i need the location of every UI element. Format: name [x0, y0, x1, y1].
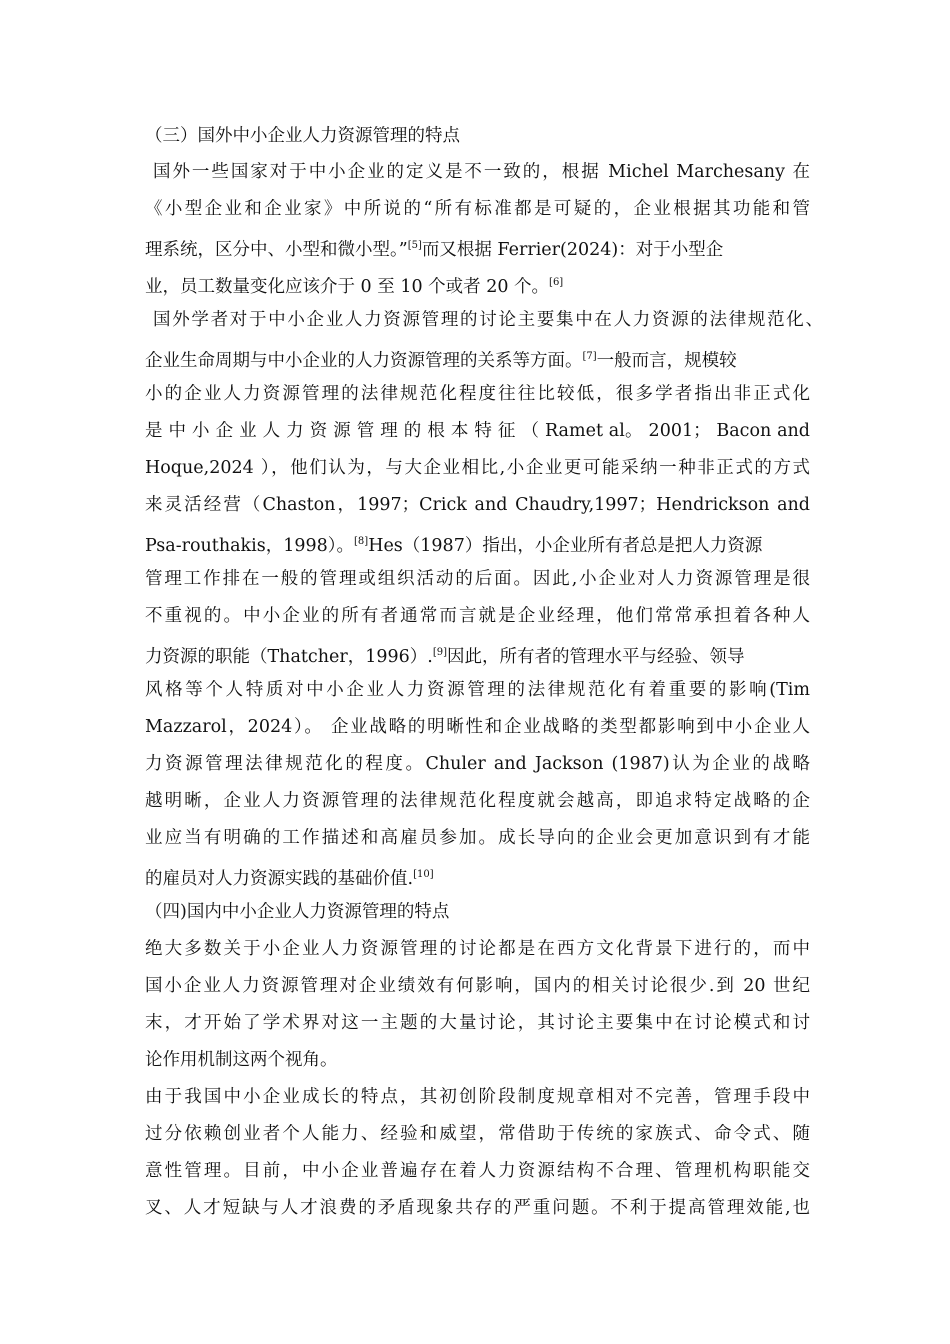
paragraph-line: 不重视的。中小企业的所有者通常而言就是企业经理，他们常常承担着各种人 — [145, 606, 810, 626]
text-run: 企业生命周期与中小企业的人力资源管理的关系等方面。 — [145, 351, 583, 371]
paragraph-line — [145, 346, 810, 372]
paragraph-line — [145, 272, 810, 298]
paragraph-line: 绝大多数关于小企业人力资源管理的讨论都是在西方文化背景下进行的，而中 — [145, 939, 810, 959]
paragraph-line: 小的企业人力资源管理的法律规范化程度往往比较低，很多学者指出非正式化 — [145, 384, 810, 404]
text-run: 力资源的职能（Thatcher，1996）. — [145, 647, 433, 667]
citation-marker: [6] — [549, 277, 564, 288]
text-run: 因此，所有者的管理水平与经验、领导 — [446, 647, 745, 667]
paragraph-line: 国小企业人力资源管理对企业绩效有何影响，国内的相关讨论很少.到 20 世纪 — [145, 976, 810, 996]
paragraph-line: 国外一些国家对于中小企业的定义是不一致的，根据 Michel Marchesany 在 — [153, 162, 810, 182]
paragraph-line: Hoque,2024 ），他们认为，与大企业相比,小企业更可能采纳一种非正式的方式 — [145, 458, 810, 478]
paragraph-line: 来灵活经营（Chaston，1997；Crick and Chaudry,1997；Hendrickson and — [145, 495, 810, 515]
paragraph-line: 《小型企业和企业家》中所说的“所有标准都是可疑的，企业根据其功能和管 — [145, 199, 810, 219]
paragraph-line: 过分依赖创业者个人能力、经验和威望，常借助于传统的家族式、命令式、随 — [145, 1124, 810, 1144]
paragraph-line: Mazzarol，2024）。 企业战略的明晰性和企业战略的类型都影响到中小企业人 — [145, 717, 810, 737]
citation-marker: [7] — [582, 351, 597, 362]
text-run: 而又根据 Ferrier(2024)：对于小型企 — [421, 240, 724, 260]
citation-marker: [9] — [432, 647, 447, 658]
citation-marker: [8] — [354, 536, 369, 547]
paragraph-line: 业应当有明确的工作描述和高雇员参加。成长导向的企业会更加意识到有才能 — [145, 828, 810, 848]
paragraph-line: 由于我国中小企业成长的特点，其初创阶段制度规章相对不完善，管理手段中 — [145, 1087, 810, 1107]
text-run: 理系统，区分中、小型和微小型。” — [145, 240, 408, 260]
paragraph-line: 叉、人才短缺与人才浪费的矛盾现象共存的严重问题。不利于提高管理效能,也 — [145, 1198, 810, 1218]
paragraph-line: 意性管理。目前，中小企业普遍存在着人力资源结构不合理、管理机构职能交 — [145, 1161, 810, 1181]
citation-marker: [10] — [413, 869, 434, 880]
paragraph-line — [145, 864, 810, 890]
citation-marker: [5] — [407, 240, 422, 251]
paragraph-line: 力资源管理法律规范化的程度。Chuler and Jackson (1987)认为企业的战略 — [145, 754, 810, 774]
text-run: Psa-routhakis，1998）。 — [145, 536, 355, 556]
paragraph-line: 风格等个人特质对中小企业人力资源管理的法律规范化有着重要的影响(Tim — [145, 680, 810, 700]
paragraph-line: 末，才开始了学术界对这一主题的大量讨论，其讨论主要集中在讨论模式和讨 — [145, 1013, 810, 1033]
section-heading-3: （三）国外中小企业人力资源管理的特点 — [145, 126, 460, 146]
paragraph-line: 国外学者对于中小企业人力资源管理的讨论主要集中在人力资源的法律规范化、 — [153, 310, 823, 330]
paragraph-line: 管理工作排在一般的管理或组织活动的后面。因此,小企业对人力资源管理是很 — [145, 569, 810, 589]
paragraph-line: 越明晰，企业人力资源管理的法律规范化程度就会越高，即追求特定战略的企 — [145, 791, 810, 811]
paragraph-line — [145, 531, 810, 557]
paragraph-line: 是 中 小 企 业 人 力 资 源 管 理 的 根 本 特 征 （ Ramet al。 2001； Bacon and — [145, 421, 810, 441]
paragraph-line: 论作用机制这两个视角。 — [145, 1050, 338, 1070]
paragraph-line — [145, 642, 810, 668]
text-run: 业，员工数量变化应该介于 0 至 10 个或者 20 个。 — [145, 277, 550, 297]
text-run: 的雇员对人力资源实践的基础价值. — [145, 869, 414, 889]
text-run: 一般而言，规模较 — [596, 351, 737, 371]
paragraph-line — [145, 235, 810, 261]
section-heading-4: （四)国内中小企业人力资源管理的特点 — [145, 902, 450, 922]
text-run: Hes（1987）指出，小企业所有者总是把人力资源 — [368, 536, 763, 556]
